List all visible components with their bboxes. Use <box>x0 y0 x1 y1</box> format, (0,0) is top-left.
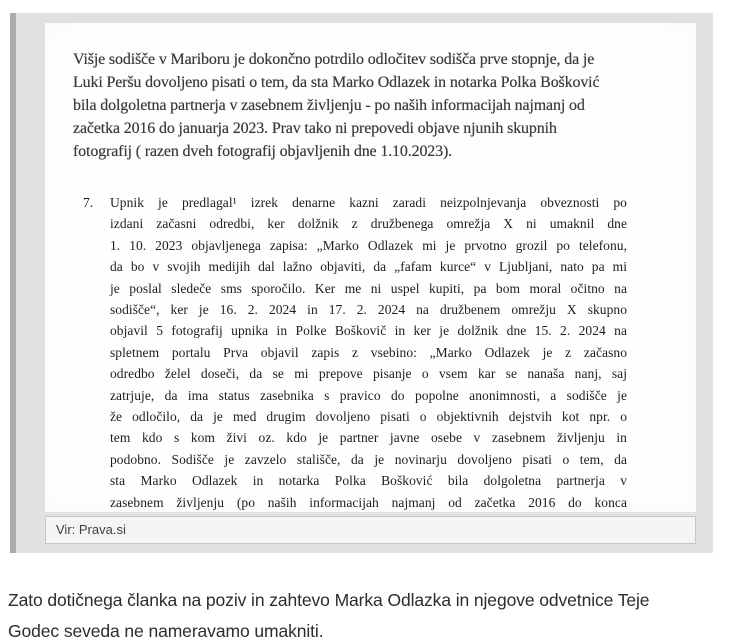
text-line: je poslal sledeče sms sporočilo. Ker me ni uspel kupiti, pa bom moral očitno na <box>110 280 627 296</box>
text-line: zatrjuje, da ima status zasebnika s pravico do popolne anonimnosti, a sodišče je <box>110 387 627 403</box>
text-line: tem kdo s kom živi oz. kdo je partner javne osebe v zasebnem življenju in <box>110 430 627 446</box>
text-line: zasebnem življenju (po naših informacijah najmanj od začetka 2016 do konca <box>110 494 627 510</box>
text-line: sodišče“, ker je 16. 2. 2024 in 17. 2. 2024 na družbenem omrežju X skupno <box>110 302 627 318</box>
text-line: Višje sodišče v Mariboru je dokončno potrdilo odločitev sodišča prve stopnje, da je <box>73 51 595 68</box>
text-line: da bo v svojih medijih dal lažno objaviti, da „fafam kurce“ v Ljubljani, nato pa mi <box>110 259 627 275</box>
text-line: sta Marko Odlazek in notarka Polka Bošković bila dolgoletna partnerja v <box>110 473 627 489</box>
text-line: izdani začasni odredbi, ker dolžnik z družbenega omrežja X ni umaknil dne <box>110 216 627 232</box>
text-line: fotografij ( razen dveh fotografij objavljenih dne 1.10.2023). <box>73 143 453 160</box>
text-line: 1. 10. 2023 objavljenega zapisa: „Marko Odlazek mi je prvotno grozil po telefonu, <box>110 237 627 253</box>
clause-text <box>110 192 627 512</box>
text-line: objavil 5 fotografij upnika in Polke Boškovič in ker je dolžnik dne 15. 2. 2024 na <box>110 323 627 339</box>
text-line: odredbo želel doseči, da se mi prepove pisanje o vsem kar se nanaša nanj, saj <box>110 366 627 382</box>
court-document-figure <box>10 13 713 553</box>
text-line: podobno. Sodišče je zavzelo stališče, da je novinarju dovoljeno pisati o tem, da <box>110 451 627 467</box>
clause-number: 7. <box>83 195 94 210</box>
text-line: Upnik je predlagal¹ izrek denarne kazni zaradi neizpolnjevanja obveznosti po <box>110 195 627 210</box>
text-line: že odločilo, da je med drugim dovoljeno pisati o objektivnih dejstvih kot npr. o <box>110 409 627 425</box>
intro-paragraph <box>73 48 696 163</box>
text-line: Luki Peršu dovoljeno pisati o tem, da sta Marko Odlazek in notarka Polka Bošković <box>73 74 600 91</box>
document-scan <box>45 23 696 512</box>
clause-7 <box>83 192 696 512</box>
text-line: začetka 2016 do januarja 2023. Prav tako ni prepovedi objave njunih skupnih <box>73 120 557 137</box>
closing-paragraph: Zato dotičnega članka na poziv in zahtevo Marka Odlazka in njegove odvetnice Teje Godec seveda ne nameravamo umakniti. <box>8 590 650 641</box>
text-line: spletnem portalu Prva objavil zapis z vsebino: „Marko Odlazek je z začasno <box>110 344 627 360</box>
figure-caption: Vir: Prava.si <box>45 516 696 544</box>
text-line: bila dolgoletna partnerja v zasebnem življenju - po naših informacijah najmanj od <box>73 97 585 114</box>
